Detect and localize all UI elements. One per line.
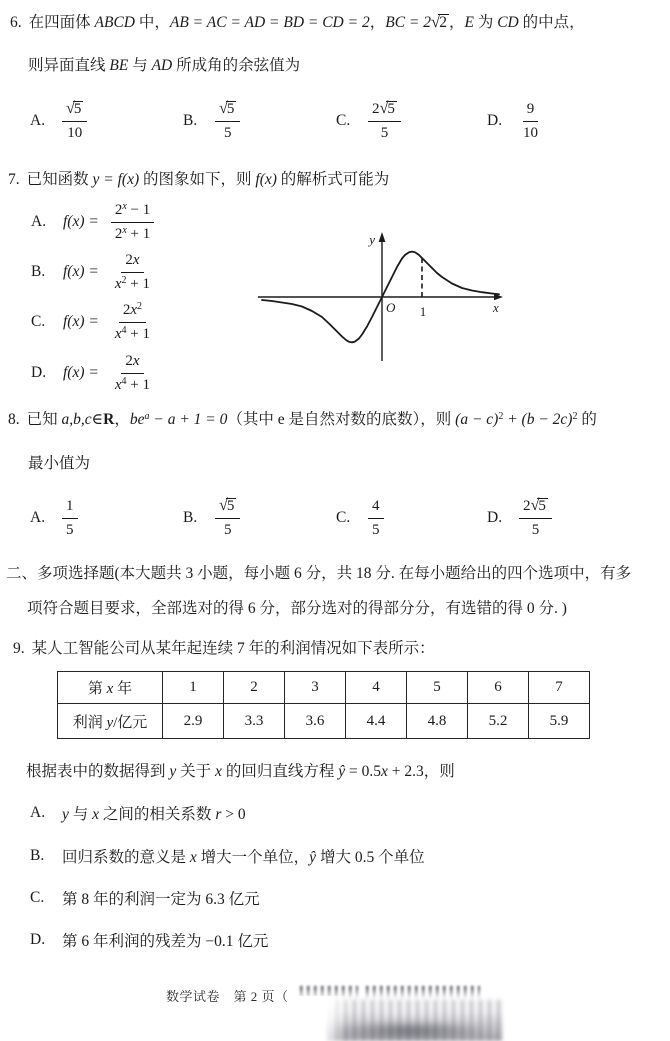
question-6-line2 [28, 55, 300, 76]
row-header-profit: 利润 y/亿元 [58, 704, 163, 739]
question-6-line1 [10, 11, 585, 33]
table-cell: 4 [346, 672, 407, 704]
fraction: $\frac{2x}{x^4 + 1}$ [114, 352, 150, 393]
option-text: y 与 x 之间的相关系数 r > 0 [62, 806, 246, 823]
fraction: $\frac{2x^2}{x^4 + 1}$ [114, 300, 150, 342]
function-lhs: f(x) = [63, 364, 99, 381]
q9-regression-line [26, 761, 455, 782]
text-part: 的 [577, 411, 597, 428]
q9-option-d [30, 929, 268, 951]
exponent: 2 [572, 411, 578, 422]
function-lhs: f(x) = [63, 263, 99, 280]
smudged-footer-text [366, 986, 480, 1000]
fraction: $\frac{2^x - 1}{2^x + 1}$ [111, 201, 154, 244]
table-cell: 4.4 [346, 704, 407, 739]
radical-icon: √ [530, 496, 540, 514]
q9-option-c [30, 887, 260, 909]
math-part: AB = AC = AD = BD = CD = 2 [169, 14, 370, 31]
text-part: 的回归直线方程 [221, 763, 339, 780]
q6-option-a [30, 92, 87, 150]
math-part: AD [151, 57, 173, 74]
table-cell: 5.2 [468, 704, 529, 739]
option-label: A. [31, 213, 47, 230]
profit-table [57, 671, 590, 739]
section-2-header-line2: 项符合题目要求，全部选对的得 6 分，部分选对的得部分分，有选错的得 0 分. ) [27, 600, 567, 617]
option-label: C. [336, 509, 351, 526]
text-part: 与 [128, 57, 152, 74]
text-part: 则异面直线 [28, 57, 110, 74]
text-part: 根据表中的数据得到 [26, 763, 170, 780]
question-7-line1 [8, 169, 389, 190]
math-part: ABCD [94, 14, 135, 31]
table-cell: 3.3 [224, 704, 285, 739]
option-label: D. [31, 364, 47, 381]
q9-option-b [30, 845, 425, 867]
fraction: $\frac{9}{10}$ [523, 100, 538, 141]
q7-option-b [31, 249, 154, 295]
option-label: B. [183, 509, 198, 526]
fraction: $\frac{2√5}{5}$ [368, 99, 401, 143]
math-part: BC = 2 [385, 14, 432, 31]
text-part: 已知 [26, 411, 62, 428]
q6-option-d [487, 92, 542, 150]
table-cell: 5 [407, 672, 468, 704]
option-label: D. [487, 509, 503, 526]
question-9-intro [13, 638, 435, 659]
exponent: 2 [498, 411, 504, 422]
fraction: $\frac{2x}{x^2 + 1}$ [114, 251, 150, 292]
y-axis-arrow-icon [379, 232, 386, 242]
text-part: 中， [134, 14, 170, 31]
math-part: y = f(x) [92, 171, 140, 188]
text-part: 某人工智能公司从某年起连续 7 年的利润情况如下表所示： [31, 640, 435, 657]
page-footer: 数学试卷 第 2 页（ [166, 989, 289, 1004]
text-part: + 2.3，则 [387, 763, 455, 780]
text-part: （其中 e 是自然对数的底数），则 [227, 411, 456, 428]
q9-option-a [30, 802, 246, 824]
table-cell: 2.9 [163, 704, 224, 739]
table-cell: 5.9 [529, 704, 590, 739]
text-part: 在四面体 [28, 14, 95, 31]
option-label: A. [30, 112, 46, 129]
function-lhs: f(x) = [63, 313, 99, 330]
math-part: + (b − 2c) [503, 411, 573, 428]
math-part: f(x) [255, 171, 277, 188]
math-part: ŷ [338, 763, 346, 780]
option-label: A. [30, 804, 46, 821]
q7-option-d [31, 350, 154, 396]
scan-smudge-blob [330, 1020, 490, 1041]
table-cell: 3.6 [285, 704, 346, 739]
question-8-line2: 最小值为 [28, 455, 91, 472]
text-part: = 0.5 [345, 763, 381, 780]
x-axis-label: x [493, 300, 499, 315]
option-label: B. [30, 847, 45, 864]
math-part: CD [497, 14, 519, 31]
row-header-years: 第 x 年 [58, 672, 163, 704]
radical-icon: √ [379, 99, 389, 117]
radical-icon: √ [219, 496, 228, 514]
question-7-number: 7. [8, 171, 20, 188]
option-label: B. [31, 263, 46, 280]
q8-option-d [487, 489, 552, 547]
math-part: x [215, 763, 222, 780]
radical-icon: √ [66, 99, 75, 117]
math-part: R [103, 411, 115, 428]
text-part: 的解析式可能为 [276, 171, 390, 188]
fraction: $\frac{√5}{10}$ [62, 99, 87, 143]
q8-option-b [183, 489, 240, 547]
x-tick-label: 1 [419, 304, 427, 319]
radical-icon: √ [431, 12, 441, 31]
math-part: be [129, 411, 145, 428]
q6-option-b [183, 92, 240, 150]
math-part: E [464, 14, 474, 31]
math-part: a,b,c [61, 411, 92, 428]
text-part: 的图象如下，则 [139, 171, 256, 188]
math-part: (a − c) [455, 411, 499, 428]
table-row-years [58, 672, 590, 704]
function-lhs: f(x) = [63, 213, 99, 230]
sqrt-expression: √2 [431, 12, 447, 31]
element-of-symbol: ∈ [91, 411, 104, 428]
question-6-number: 6. [10, 14, 22, 31]
option-label: B. [183, 112, 198, 129]
q7-option-a [31, 199, 154, 245]
q6-option-c [336, 92, 401, 150]
question-8-line1 [8, 409, 597, 430]
fraction: $\frac{2√5}{5}$ [519, 496, 552, 540]
q7-function-graph [253, 227, 505, 364]
q8-option-c [336, 489, 384, 547]
option-label: D. [487, 112, 503, 129]
option-label: A. [30, 509, 46, 526]
text-part: ， [448, 14, 465, 31]
fraction: $\frac{1}{5}$ [62, 497, 78, 540]
q7-option-c [31, 299, 154, 345]
table-row-profits [58, 704, 590, 739]
option-label: C. [30, 889, 45, 906]
radical-icon: √ [219, 99, 228, 117]
q8-option-a [30, 489, 78, 547]
origin-label: O [386, 300, 396, 315]
option-label: D. [30, 931, 46, 948]
exponent: a [144, 411, 150, 422]
text-part: 的中点， [518, 14, 585, 31]
fraction: $\frac{4}{5}$ [368, 497, 384, 540]
text-part: 为 [473, 14, 498, 31]
table-cell: 2 [224, 672, 285, 704]
math-part: y [169, 763, 177, 780]
table-cell: 6 [468, 672, 529, 704]
option-text: 第 8 年的利润一定为 6.3 亿元 [62, 891, 260, 908]
question-9-number: 9. [13, 640, 25, 657]
text-part: ， [114, 411, 130, 428]
question-8-number: 8. [8, 411, 20, 428]
fraction: $\frac{√5}{5}$ [215, 496, 240, 540]
option-label: C. [336, 112, 351, 129]
text-part: 关于 [176, 763, 216, 780]
text-part: ， [369, 14, 386, 31]
section-2-header-line1: 二、多项选择题(本大题共 3 小题，每小题 6 分，共 18 分. 在每小题给出的四个选项中，有多 [6, 565, 632, 582]
math-part: − a + 1 = 0 [149, 411, 228, 428]
y-axis-label: y [369, 232, 375, 247]
table-cell: 7 [529, 672, 590, 704]
option-text: 第 6 年利润的残差为 −0.1 亿元 [62, 933, 269, 950]
option-text: 回归系数的意义是 x 增大一个单位，ŷ 增大 0.5 个单位 [62, 849, 425, 866]
math-part: BE [109, 57, 129, 74]
fraction: $\frac{√5}{5}$ [215, 99, 240, 143]
text-part: 已知函数 [26, 171, 93, 188]
table-cell: 3 [285, 672, 346, 704]
math-part: x [380, 763, 388, 780]
table-cell: 4.8 [407, 704, 468, 739]
option-label: C. [31, 313, 46, 330]
table-cell: 1 [163, 672, 224, 704]
text-part: 所成角的余弦值为 [172, 57, 301, 74]
